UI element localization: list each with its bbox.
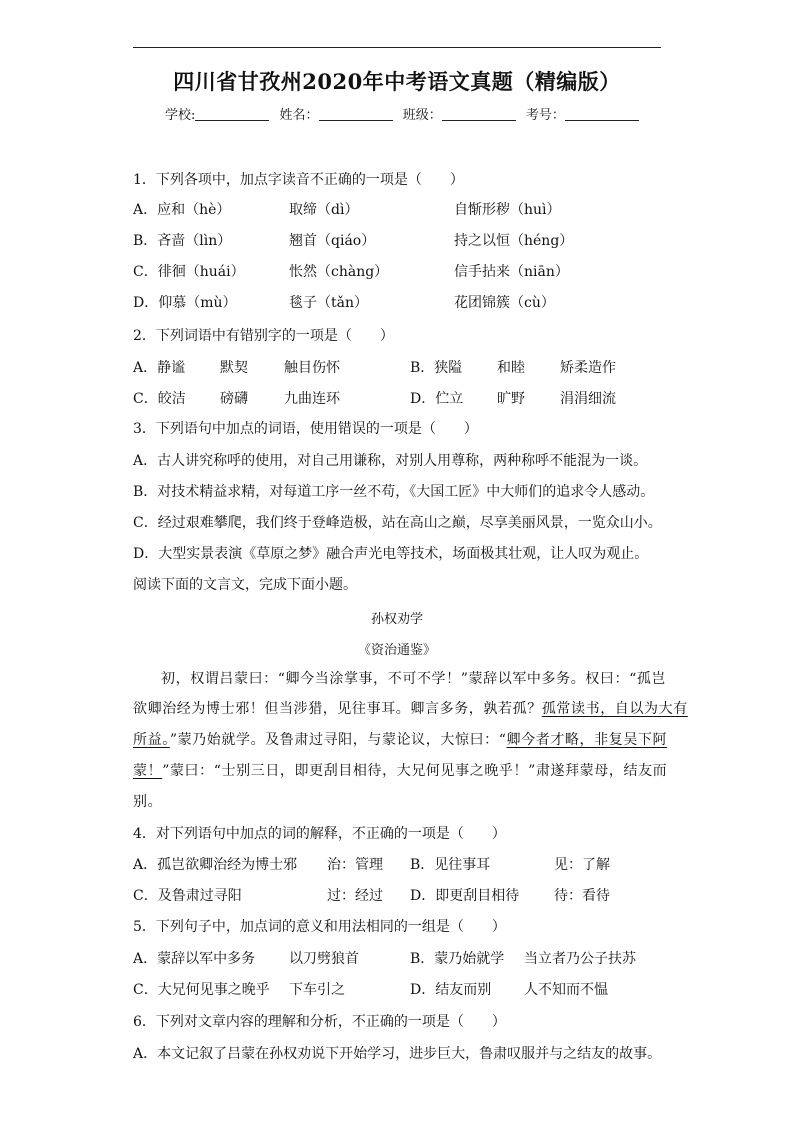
q4-a-sentence: A．孤岂欲卿治经为博士邪 (133, 857, 298, 873)
passage-text: 初，权谓吕蒙曰：“卿今当涂掌事，不可不学！”蒙辞以军中多务。权曰：“孤岂 (161, 671, 667, 687)
q5-a-2: 以刀劈狼首 (289, 951, 359, 967)
q4-d-sentence: D．即更刮目相待 (410, 888, 520, 904)
q2-b-2: 和睦 (497, 360, 525, 376)
number-label: 考号： (525, 108, 565, 123)
name-blank[interactable] (319, 108, 393, 121)
passage-line-5: 别。 (133, 794, 163, 810)
q1-option-d-3: 花团锦簇（cù） (454, 295, 555, 311)
school-blank[interactable] (195, 108, 269, 121)
q3-option-d: D．大型实景表演《草原之梦》融合声光电等技术，场面极其壮观，让人叹为观止。 (133, 546, 649, 562)
q1-option-a-3: 自惭形秽（huì） (454, 202, 561, 218)
reading-intro: 阅读下面的文言文，完成下面小题。 (133, 577, 357, 593)
q1-option-b-1: B．吝啬（lìn） (133, 233, 232, 249)
q5-a-1: A．蒙辞以军中多务 (133, 951, 256, 967)
q2-d-1: D．伫立 (410, 391, 464, 407)
passage-line-1 (133, 670, 667, 688)
q1-option-a-1: A．应和（hè） (133, 202, 231, 218)
q1-option-b-2: 翘首（qiáo） (289, 233, 376, 249)
passage-text: ”蒙乃始就学。及鲁肃过寻阳，与蒙论议，大惊曰：“ (169, 732, 507, 748)
q1-option-c-2: 怅然（chàng） (289, 264, 389, 280)
q5-d-2: 人不知而不愠 (524, 982, 608, 998)
underlined-sentence-2: 卿今者才略，非复吴下阿 (506, 732, 668, 748)
number-blank[interactable] (565, 108, 639, 121)
page-title: 四川省甘孜州2020年中考语文真题（精编版） (173, 69, 621, 94)
q2-d-3: 涓涓细流 (560, 391, 616, 407)
q4-c-gloss: 过：经过 (327, 888, 383, 904)
q4-d-gloss: 待：看待 (554, 888, 610, 904)
q2-stem: 2．下列词语中有错别字的一项是（ ） (133, 328, 394, 344)
q2-c-1: C．皎洁 (133, 391, 186, 407)
class-blank[interactable] (442, 108, 516, 121)
q1-stem: 1．下列各项中，加点字读音不正确的一项是（ ） (133, 172, 464, 188)
q5-d-1: D．结友而别 (410, 982, 492, 998)
q4-stem: 4．对下列语句中加点的词的解释，不正确的一项是（ ） (133, 826, 506, 842)
class-label: 班级： (402, 108, 442, 123)
q2-a-1: A．静谧 (133, 360, 186, 376)
passage-line-2 (133, 700, 688, 718)
name-label: 姓名： (279, 108, 319, 123)
passage-line-4 (133, 762, 668, 780)
q1-option-a-2: 取缔（dì） (289, 202, 359, 218)
q4-a-gloss: 治：管理 (327, 857, 383, 873)
q5-stem: 5．下列句子中，加点词的意义和用法相同的一组是（ ） (133, 919, 506, 935)
q3-stem: 3．下列语句中加点的词语，使用错误的一项是（ ） (133, 421, 478, 437)
top-rule (133, 47, 661, 48)
q5-b-2: 当立者乃公子扶苏 (524, 951, 636, 967)
q3-option-c: C．经过艰难攀爬，我们终于登峰造极，站在高山之巅，尽享美丽风景，一览众山小。 (133, 515, 662, 531)
q4-b-sentence: B．见往事耳 (410, 857, 491, 873)
q1-option-b-3: 持之以恒（héng） (454, 233, 574, 249)
q1-option-d-1: D．仰慕（mù） (133, 295, 237, 311)
q2-b-3: 矫柔造作 (560, 360, 616, 376)
underlined-sentence-2-end: 蒙！ (133, 763, 163, 779)
q1-option-d-2: 毯子（tǎn） (289, 295, 368, 311)
school-label: 学校: (165, 108, 196, 123)
q1-option-c-3: 信手拈来（niān） (454, 264, 569, 280)
q3-option-b: B．对技术精益求精，对每道工序一丝不苟，《大国工匠》中大师们的追求令人感动。 (133, 484, 655, 500)
passage-line-3 (133, 731, 668, 749)
underlined-sentence-1: 孤常读书，自以为大有 (541, 701, 688, 717)
q1-option-c-1: C．徘徊（huái） (133, 264, 245, 280)
student-info-row (165, 104, 645, 123)
q2-c-3: 九曲连环 (284, 391, 340, 407)
q4-c-sentence: C．及鲁肃过寻阳 (133, 888, 242, 904)
q2-d-2: 旷野 (497, 391, 525, 407)
passage-text: 欲卿治经为博士邪！但当涉猎，见往事耳。卿言多务，孰若孤？ (133, 701, 542, 717)
q2-c-2: 磅礴 (220, 391, 248, 407)
q5-b-1: B．蒙乃始就学 (410, 951, 505, 967)
underlined-sentence-1-end: 所益。 (133, 732, 170, 748)
q2-b-1: B．狭隘 (410, 360, 463, 376)
q6-stem: 6．下列对文章内容的理解和分析，不正确的一项是（ ） (133, 1014, 506, 1030)
passage-text: ”蒙曰：“士别三日，即更刮目相待，大兄何见事之晚乎！”肃遂拜蒙母，结友而 (162, 763, 668, 779)
q2-a-3: 触目伤怀 (284, 360, 340, 376)
q4-b-gloss: 见：了解 (554, 857, 610, 873)
q5-c-1: C．大兄何见事之晚乎 (133, 982, 270, 998)
passage-source: 《资治通鉴》 (357, 643, 436, 658)
q2-a-2: 默契 (220, 360, 248, 376)
passage-title: 孙权劝学 (370, 612, 423, 627)
q5-c-2: 下车引之 (289, 982, 345, 998)
q6-option-a: A．本文记叙了吕蒙在孙权劝说下开始学习，进步巨大，鲁肃叹服并与之结友的故事。 (133, 1046, 662, 1062)
q3-option-a: A．古人讲究称呼的使用，对自己用谦称，对别人用尊称，两种称呼不能混为一谈。 (133, 453, 648, 469)
